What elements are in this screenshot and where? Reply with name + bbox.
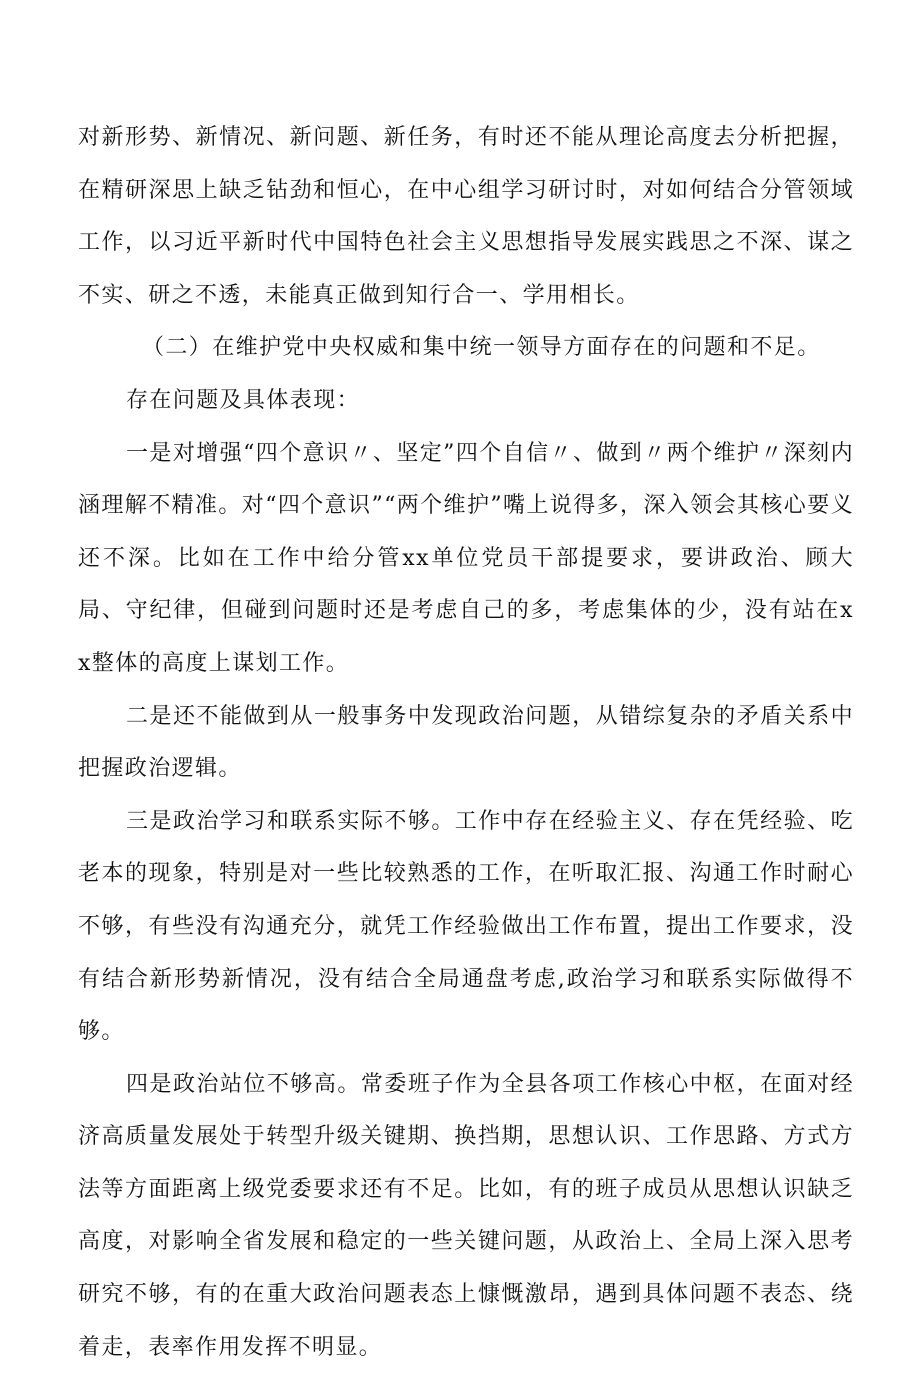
paragraph-point-one: 一是对增强“四个意识〃、坚定”四个自信〃、做到〃两个维护〃深刻内涵理解不精准。对“四个意识”“两个维护”嘴上说得多，深入领会其核心要义还不深。比如在工作中给分管xx单位党员干部提要求，要讲政治、顾大局、守纪律，但碰到问题时还是考虑自己的多，考虑集体的少，没有站在xx整体的高度上谋划工作。: [78, 440, 854, 676]
document-page: [78, 112, 854, 1374]
paragraph-continuation: 对新形势、新情况、新问题、新任务，有时还不能从理论高度去分析把握，在精研深思上缺乏钻劲和恒心，在中心组学习研讨时，对如何结合分管领域工作，以习近平新时代中国特色社会主义思想指导发展实践思之不深、谋之不实、研之不透，未能真正做到知行合一、学用相长。: [78, 125, 854, 308]
paragraph-point-three: 三是政治学习和联系实际不够。工作中存在经验主义、存在凭经验、吃老本的现象，特别是对一些比较熟悉的工作，在听取汇报、沟通工作时耐心不够，有些没有沟通充分，就凭工作经验做出工作布置，提出工作要求，没有结合新形势新情况，没有结合全局通盘考虑,政治学习和联系实际做得不够。: [78, 808, 854, 1045]
paragraph-point-four: 四是政治站位不够高。常委班子作为全县各项工作核心中枢，在面对经济高质量发展处于转型升级关键期、换挡期，思想认识、工作思路、方式方法等方面距离上级党委要求还有不足。比如，有的班子成员从思想认识缺乏高度，对影响全省发展和稳定的一些关键问题，从政治上、全局上深入思考研究不够，有的在重大政治问题表态上慷慨激昂，遇到具体问题不表态、绕着走，表率作用发挥不明显。: [78, 1071, 854, 1360]
section-heading: （二）在维护党中央权威和集中统一领导方面存在的问题和不足。: [142, 335, 821, 361]
paragraph-point-two: 二是还不能做到从一般事务中发现政治问题，从错综复杂的矛盾关系中把握政治逻辑。: [78, 703, 854, 782]
paragraph-intro: 存在问题及具体表现：: [126, 387, 361, 413]
